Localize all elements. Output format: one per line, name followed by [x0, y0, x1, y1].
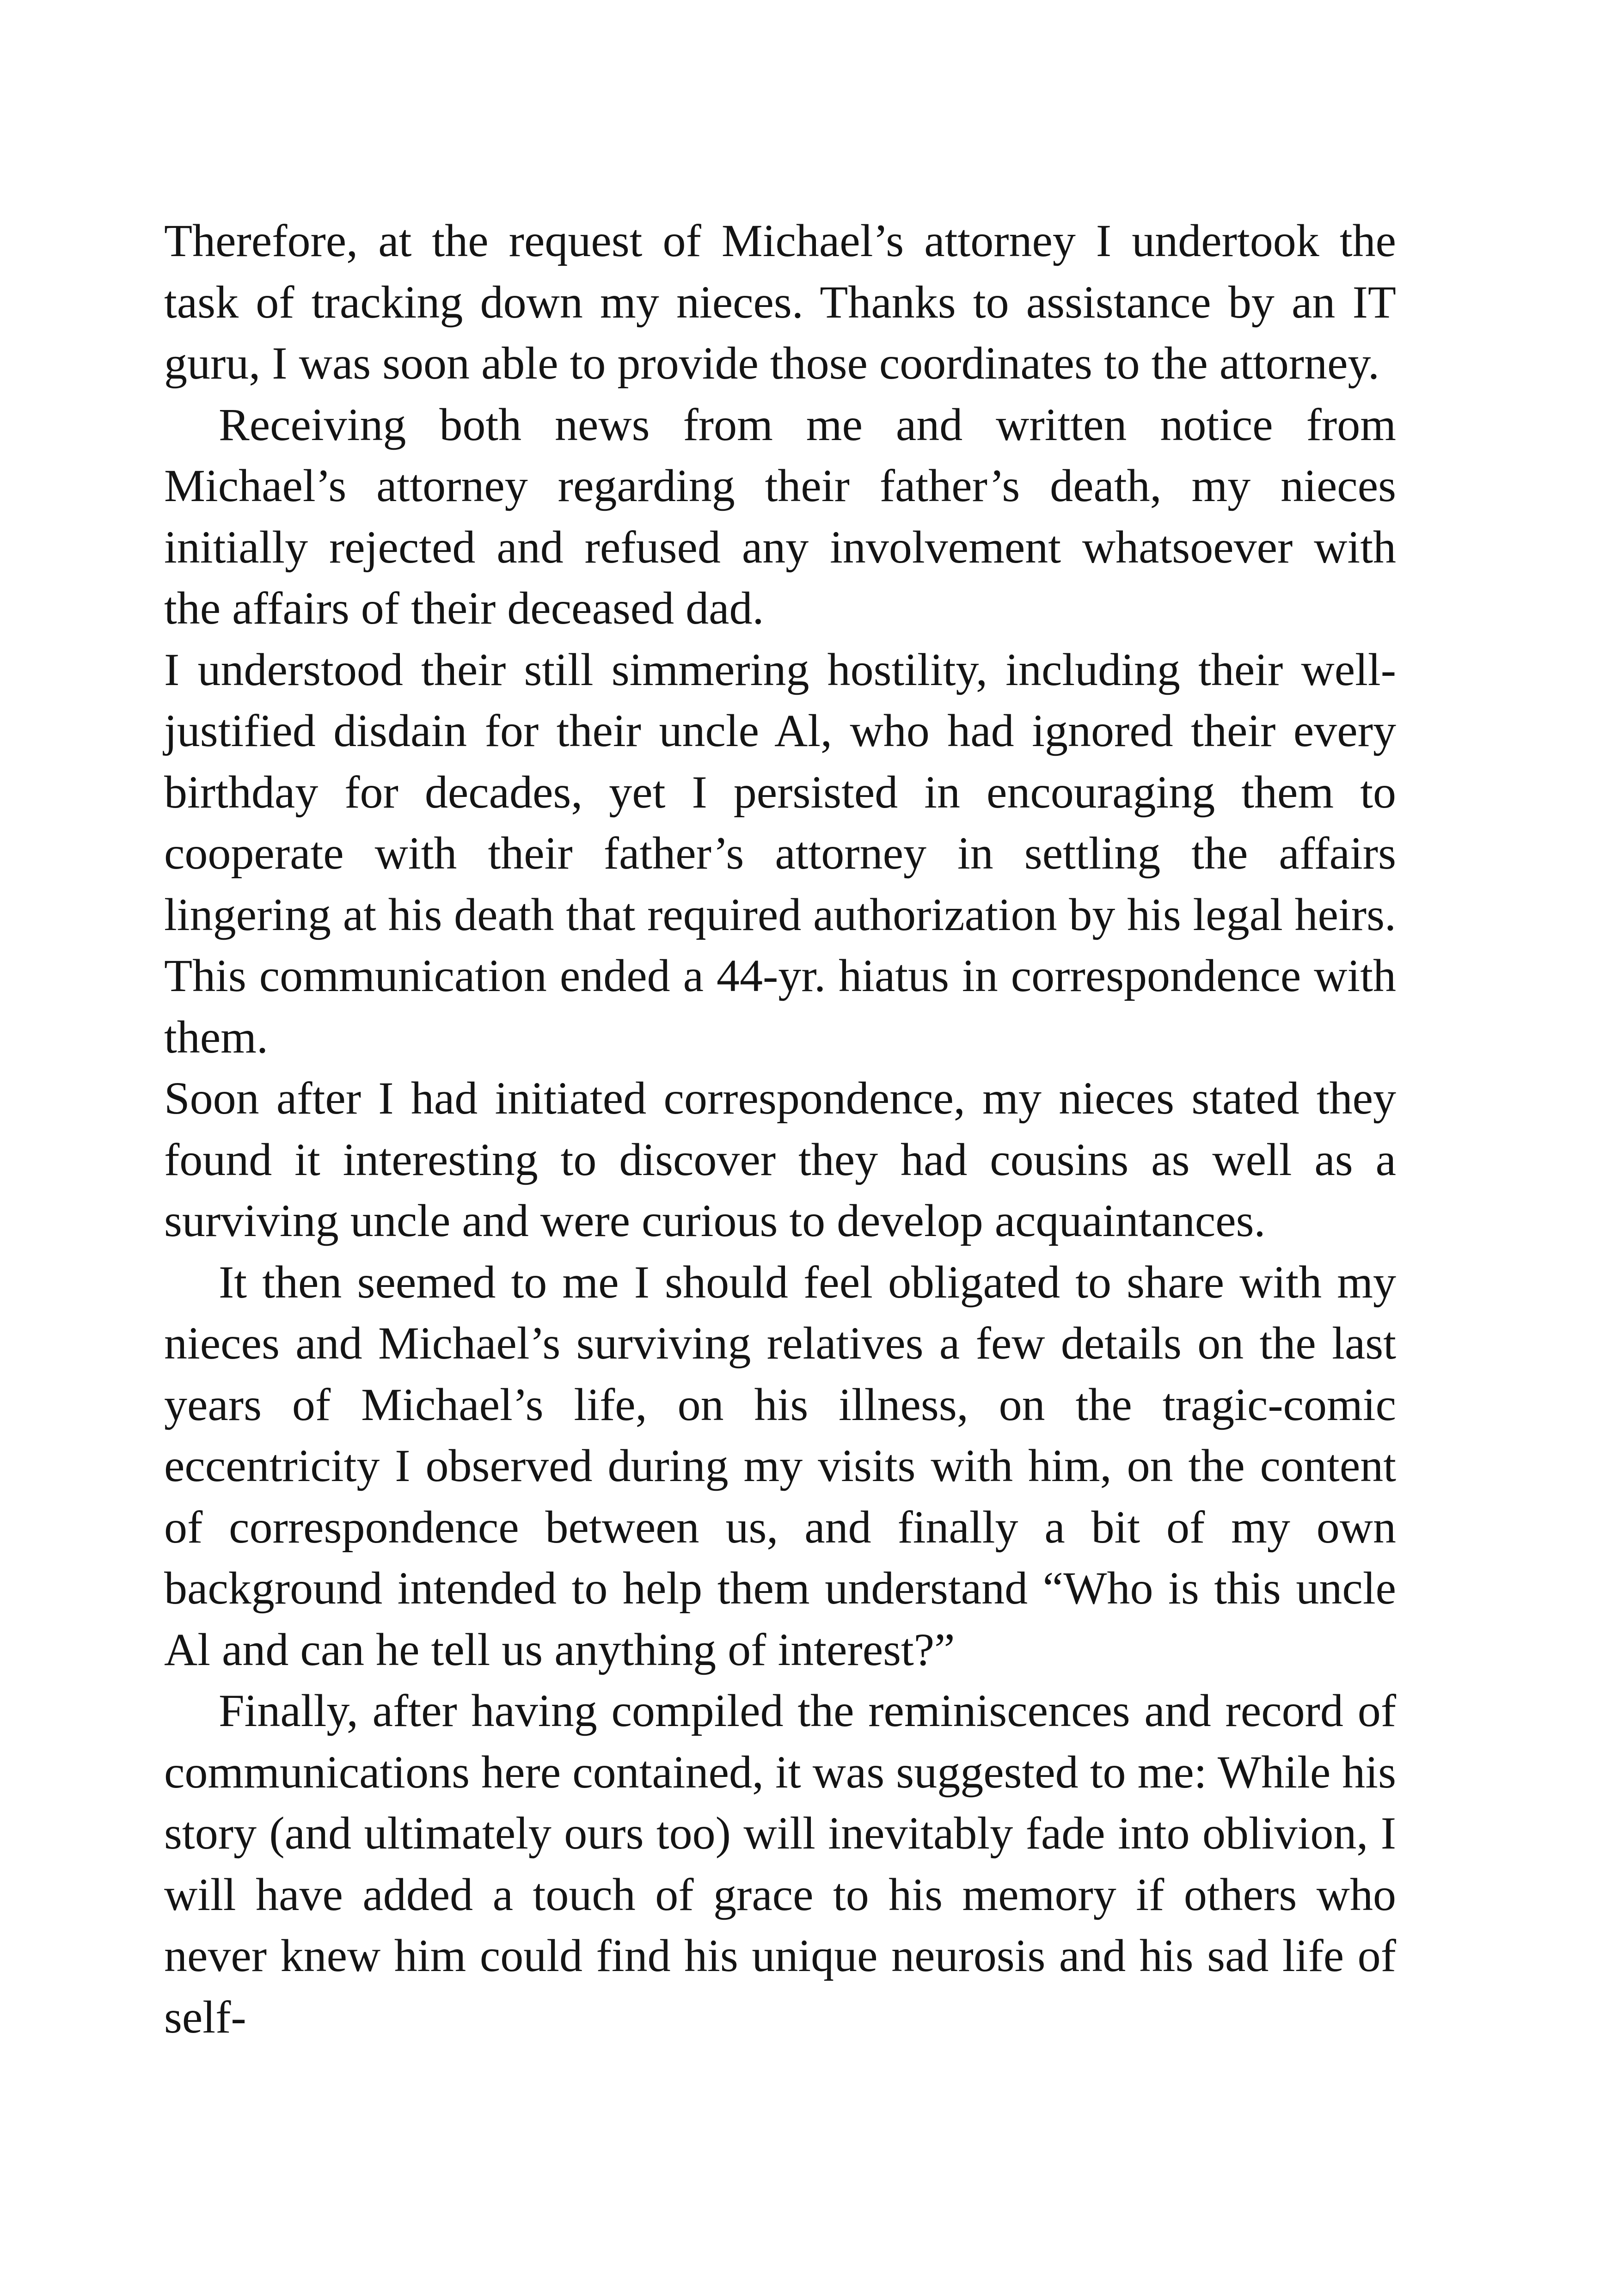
- paragraph-3: I understood their still simmering hostility, including their well-justified disdain for their uncle Al, who had ignored their every birthday for decades, yet I persisted in encouraging them to cooperate with their father’s attorney in settling the affairs lingering at his death that required authorization by his legal heirs. This communication ended a 44-yr. hiatus in correspondence with them.: [164, 643, 1396, 1063]
- paragraph-2: Receiving both news from me and written notice from Michael’s attorney regarding their father’s death, my nieces initially rejected and refused any involvement whatsoever with the affairs of their deceased dad.: [164, 398, 1396, 634]
- paragraph-4: Soon after I had initiated correspondence, my nieces stated they found it interesting to discover they had cousins as well as a surviving uncle and were curious to develop acquaintances.: [164, 1072, 1396, 1246]
- body-text: [164, 210, 1396, 2048]
- paragraph-1: Therefore, at the request of Michael’s attorney I undertook the task of tracking down my nieces. Thanks to assistance by an IT guru, I was soon able to provide those coordinates to the attorney.: [164, 215, 1396, 389]
- paragraph-6: Finally, after having compiled the reminiscences and record of communications here contained, it was suggested to me: While his story (and ultimately ours too) will inevitably fade into oblivion, I will have added a touch of grace to his memory if others who never knew him could find his unique neurosis and his sad life of self-: [164, 1685, 1396, 2043]
- paragraph-5: It then seemed to me I should feel obligated to share with my nieces and Michael’s surviving relatives a few details on the last years of Michael’s life, on his illness, on the tragic-comic eccentricity I observed during my visits with him, on the content of correspondence between us, and finally a bit of my own background intended to help them understand “Who is this uncle Al and can he tell us anything of interest?”: [164, 1256, 1396, 1675]
